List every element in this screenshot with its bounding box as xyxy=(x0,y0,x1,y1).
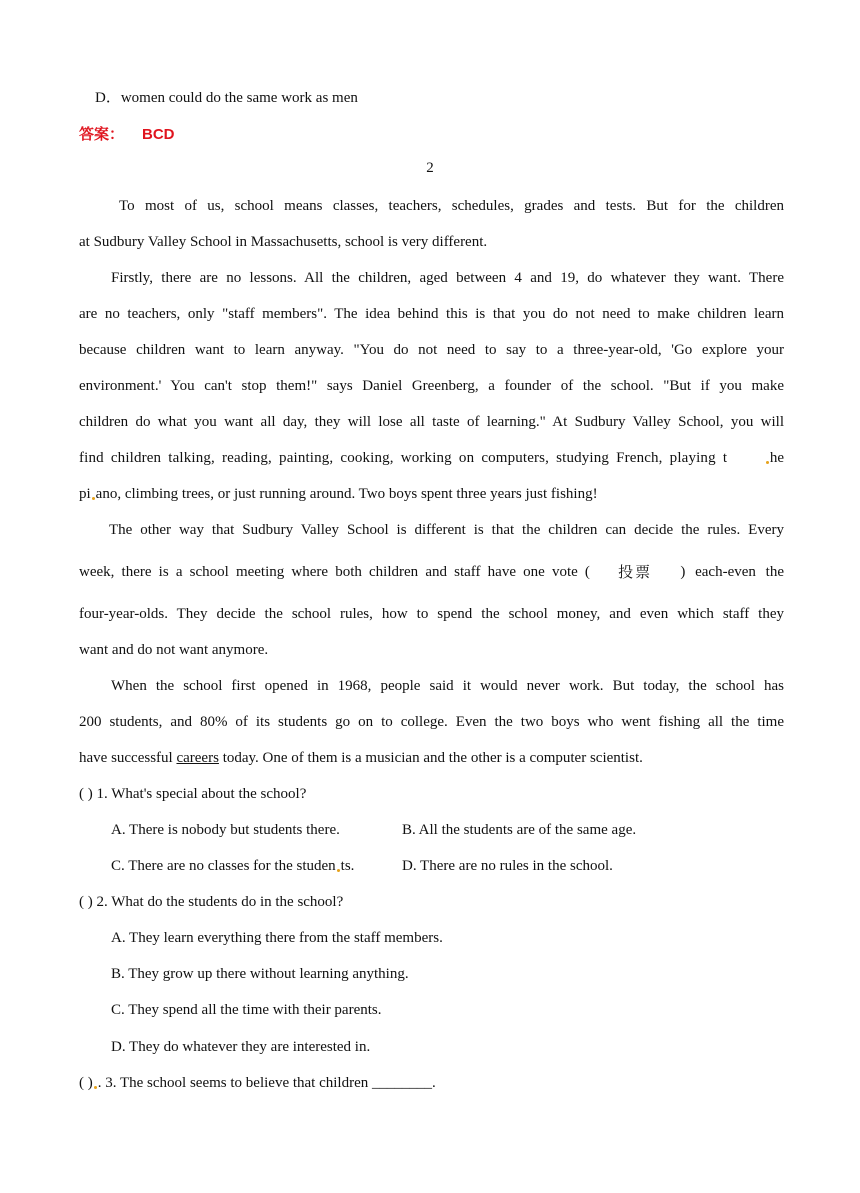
paragraph-4-line-2: 200 students, and 80% of its students go on to college. Even the two boys who went fishing all the time xyxy=(79,714,784,730)
line-6-text: find children talking, reading, painting, cooking, working on computers, studying French, playing t xyxy=(79,450,728,466)
option-c-text: C. There are no classes for the studen xyxy=(111,858,336,874)
question-3-paren: ( ) xyxy=(79,1075,93,1091)
paragraph-3-line-3: four-year-olds. They decide the school rules, how to spend the school money, and even which staff they xyxy=(79,606,784,622)
question-2-stem: ( ) 2. What do the students do in the school? xyxy=(79,894,344,910)
line-7-text: ano, climbing trees, or just running around. Two boys spent three years just fishing! xyxy=(95,486,598,502)
line-2-text: week, there is a school meeting where both children and staff have one vote ( xyxy=(79,564,590,580)
edit-marker-icon xyxy=(92,497,95,500)
paragraph-1-line-1: To most of us, school means classes, teachers, schedules, grades and tests. But for the children xyxy=(119,198,784,214)
edit-marker-icon xyxy=(94,1086,97,1089)
question-1-stem: ( ) 1. What's special about the school? xyxy=(79,786,307,802)
question-2-option-b: B. They grow up there without learning anything. xyxy=(111,966,409,982)
question-2-option-c: C. They spend all the time with their parents. xyxy=(111,1002,382,1018)
question-3-stem xyxy=(79,1073,784,1093)
paragraph-1-line-2: at Sudbury Valley School in Massachusetts, school is very different. xyxy=(79,234,488,250)
question-1-option-a: A. There is nobody but students there. xyxy=(111,822,340,838)
paragraph-2-line-3: because children want to learn anyway. "You do not need to say to a three-year-old, 'Go explore your xyxy=(79,342,784,358)
passage-number: 2 xyxy=(426,160,434,176)
paragraph-2-line-5: children do what you want all day, they will lose all taste of learning." At Sudbury Valley School, you will xyxy=(79,414,784,430)
line-7-head: pi xyxy=(79,486,91,502)
paragraph-3-line-1: The other way that Sudbury Valley School is different is that the children can decide the rules. Every xyxy=(109,522,784,538)
line-3-head: have successful xyxy=(79,750,177,766)
paragraph-3-line-4: want and do not want anymore. xyxy=(79,642,269,658)
question-2-option-d: D. They do whatever they are interested in. xyxy=(111,1039,371,1055)
edit-marker-icon xyxy=(766,461,769,464)
line-3-tail: today. One of them is a musician and the other is a computer scientist. xyxy=(218,750,643,766)
paragraph-4-line-1: When the school first opened in 1968, people said it would never work. But today, the school has xyxy=(111,678,784,694)
question-1-option-c xyxy=(111,856,354,876)
question-1-option-d: D. There are no rules in the school. xyxy=(402,858,613,874)
edit-marker-icon xyxy=(337,869,340,872)
option-d-previous: D．women could do the same work as men xyxy=(95,90,358,106)
line-2-end: ) each-even the xyxy=(680,564,784,580)
paragraph-4-line-3 xyxy=(79,748,784,768)
line-6-tail: he xyxy=(769,450,784,466)
question-2-option-a: A. They learn everything there from the staff members. xyxy=(111,930,443,946)
paragraph-2-line-6 xyxy=(79,448,784,468)
answer-value: BCD xyxy=(142,126,175,143)
paragraph-2-line-4: environment.' You can't stop them!" says Daniel Greenberg, a founder of the school. "But if you make xyxy=(79,378,784,394)
line-6-end xyxy=(765,448,784,468)
paragraph-3-line-2 xyxy=(79,562,784,582)
question-1-option-b: B. All the students are of the same age. xyxy=(402,822,637,838)
answer-label: 答案： xyxy=(79,125,125,143)
option-c-tail: ts. xyxy=(340,858,355,874)
question-3-text: . 3. The school seems to believe that children ________. xyxy=(97,1075,436,1091)
paragraph-2-line-1: Firstly, there are no lessons. All the children, aged between 4 and 19, do whatever they want. There xyxy=(111,270,784,286)
careers-underlined: careers xyxy=(176,750,219,766)
paragraph-2-line-7 xyxy=(79,484,784,504)
vote-chinese: 投票 xyxy=(618,563,653,581)
answer-line xyxy=(79,124,784,145)
paragraph-2-line-2: are no teachers, only "staff members". The idea behind this is that you do not need to make children learn xyxy=(79,306,784,322)
